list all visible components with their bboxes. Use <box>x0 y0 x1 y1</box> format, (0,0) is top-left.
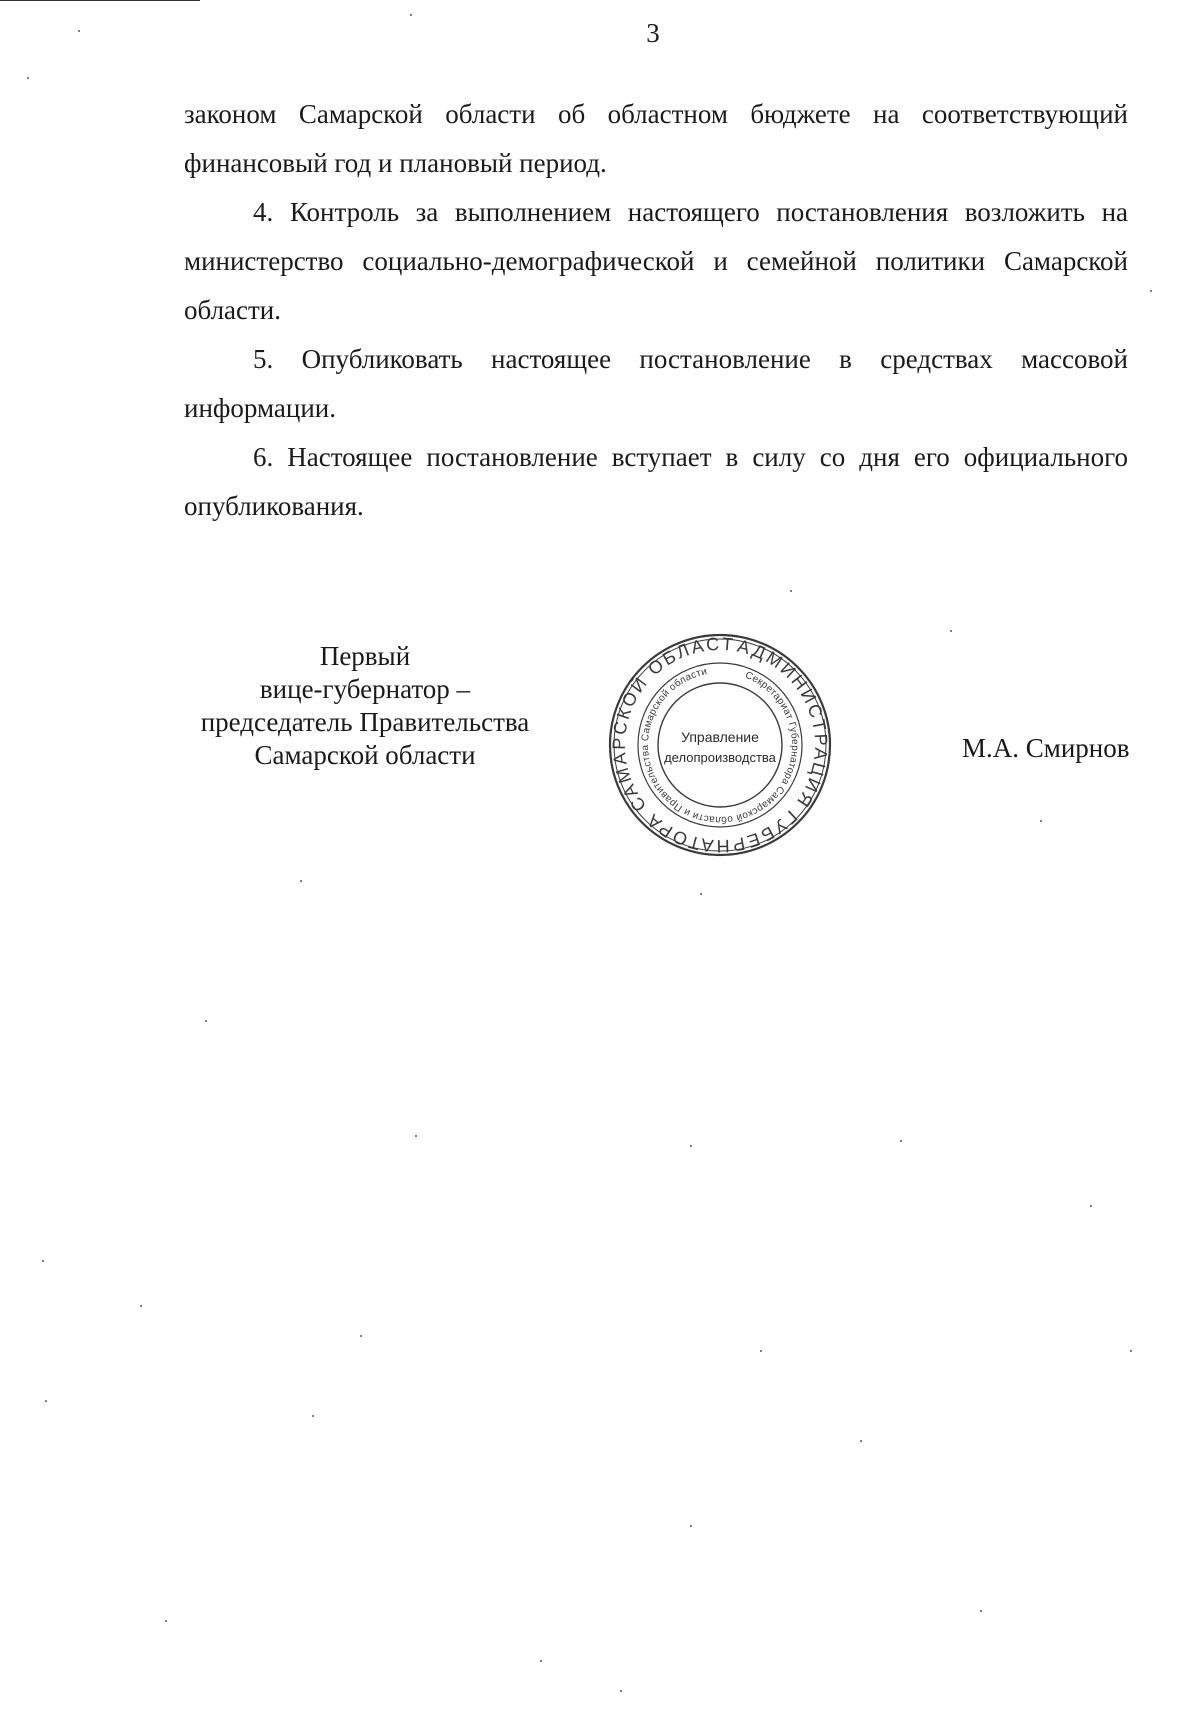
paragraph-continuation: законом Самарской области об областном бюджете на соответствующий финансовый год и плановый период. <box>184 99 1128 178</box>
seal-outer-ring-text: АДМИНИСТРАЦИЯ ГУБЕРНАТОРА САМАРСКОЙ ОБЛАСТИ <box>608 633 832 857</box>
scan-speck <box>860 1440 862 1442</box>
seal-center-line-2: делопроизводства <box>664 750 776 765</box>
scan-speck <box>1090 1205 1092 1207</box>
scan-speck <box>312 1415 314 1417</box>
top-rule <box>0 0 200 1</box>
signer-position-line: Самарской области <box>254 740 476 770</box>
page-number: 3 <box>646 18 660 48</box>
signer-position <box>170 640 560 772</box>
scan-speck <box>690 1525 692 1527</box>
scan-speck <box>760 1350 762 1352</box>
scan-speck <box>42 1260 44 1262</box>
body-text <box>184 90 1128 531</box>
scan-speck <box>78 30 80 32</box>
scan-speck <box>790 590 792 592</box>
signer-position-line: Первый <box>319 641 411 671</box>
official-seal <box>607 632 833 858</box>
paragraph-item-5: 5. Опубликовать настоящее постановление в средствах массовой информации. <box>184 344 1128 423</box>
scan-speck <box>980 1610 982 1612</box>
scan-speck <box>900 1140 902 1142</box>
scan-speck <box>415 1135 417 1137</box>
scan-speck <box>1040 820 1042 822</box>
seal-center-line-1: Управление <box>681 729 759 745</box>
scan-speck <box>165 1620 167 1622</box>
scan-speck <box>700 893 702 895</box>
signer-name: М.А. Смирнов <box>962 733 1130 763</box>
scan-speck <box>205 1020 207 1022</box>
seal-graphic <box>607 632 833 858</box>
scan-speck <box>45 1400 47 1402</box>
scan-speck <box>690 1145 692 1147</box>
scan-speck <box>27 77 29 79</box>
signer-position-line: председатель Правительства <box>200 707 530 737</box>
scan-speck <box>1150 290 1152 292</box>
scan-speck <box>410 14 412 16</box>
scan-speck <box>140 1305 142 1307</box>
scan-speck <box>950 630 952 632</box>
scan-speck <box>620 1690 622 1692</box>
scan-speck <box>1130 1350 1132 1352</box>
scan-speck <box>300 880 302 882</box>
scan-speck <box>360 1335 362 1337</box>
paragraph-item-4: 4. Контроль за выполнением настоящего постановления возложить на министерство социально-демографической и семейной политики Самарской области. <box>184 197 1128 325</box>
scan-speck <box>540 1660 542 1662</box>
seal-inner-ring-text: Секретариат Губернатора Самарской области и Правительства Самарской области <box>639 666 801 826</box>
signer-position-line: вице-губернатор – <box>259 674 471 704</box>
paragraph-item-6: 6. Настоящее постановление вступает в силу со дня его официального опубликования. <box>184 442 1128 521</box>
